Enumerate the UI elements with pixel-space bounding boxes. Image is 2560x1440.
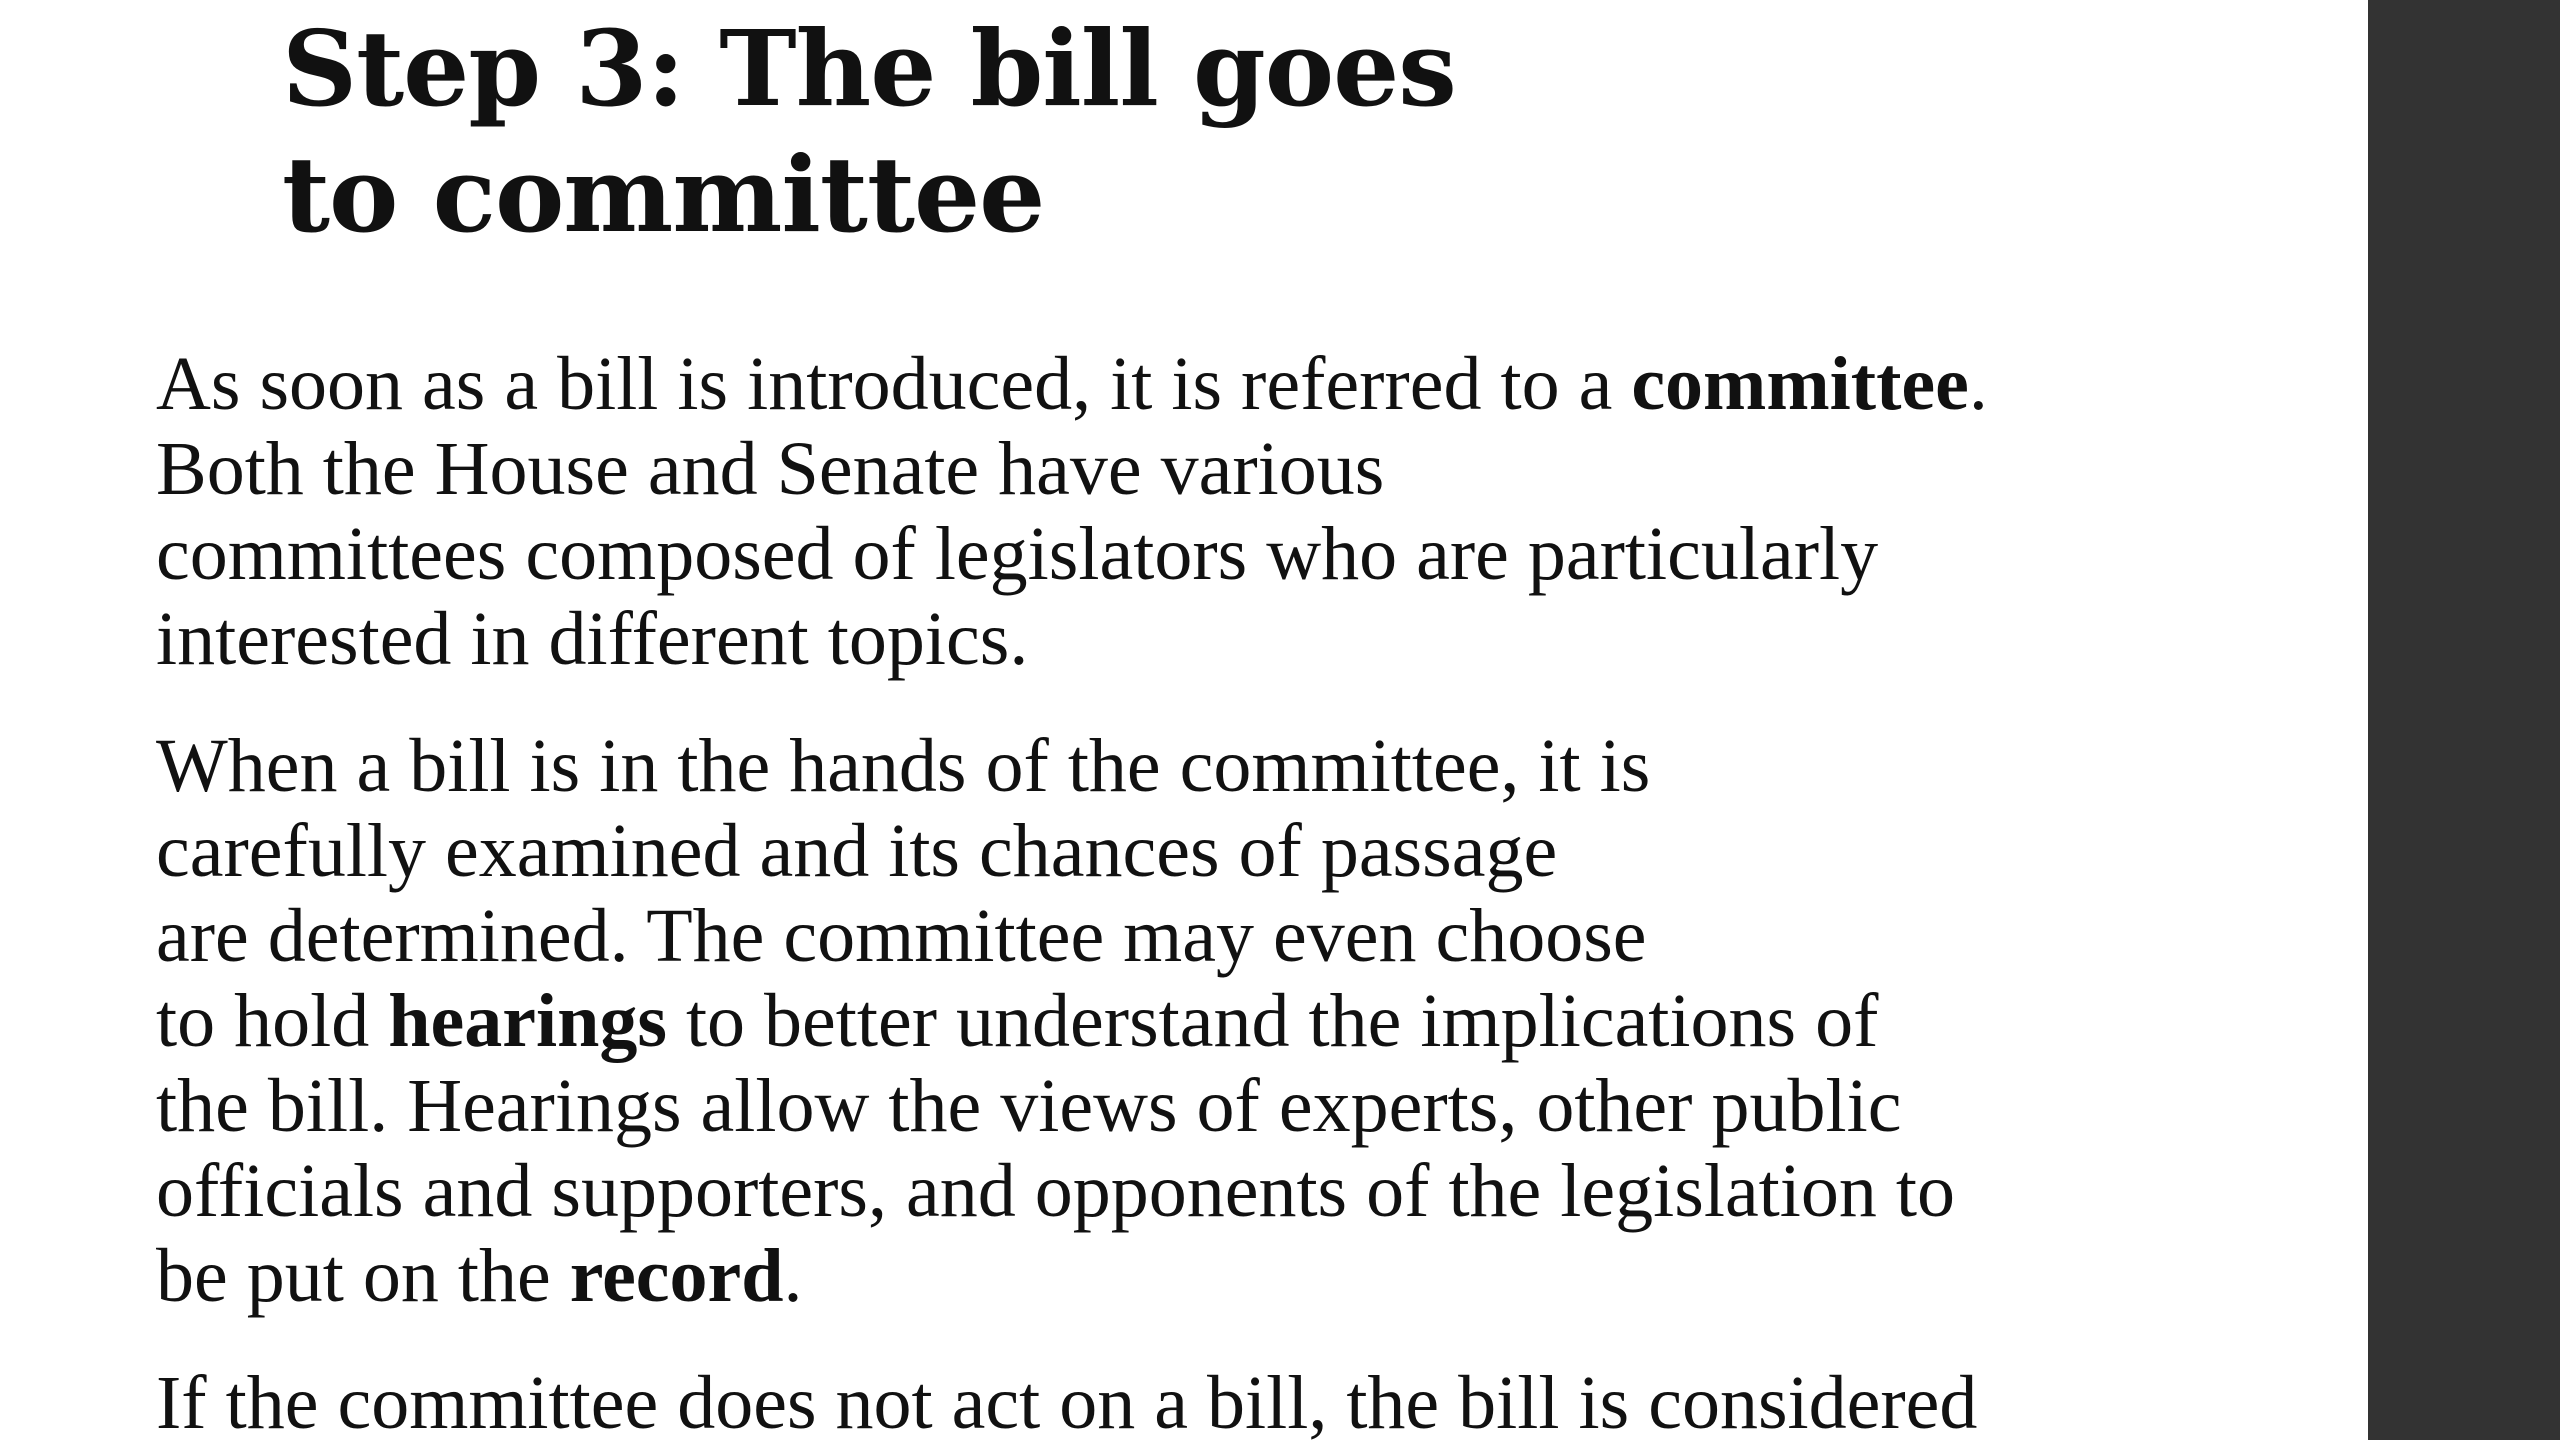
paragraph-3 (156, 1361, 2316, 1440)
side-panel (2368, 0, 2560, 1440)
paragraph-1-line-1-text: As soon as a bill is introduced, it is referred to a (156, 342, 1632, 426)
title-line-1: Step 3: The bill goes (282, 7, 1456, 130)
paragraph-1-line-1 (156, 342, 2316, 427)
paragraph-3-line-1: If the committee does not act on a bill, the bill is considered (156, 1361, 1978, 1440)
paragraph-1-line-2: Both the House and Senate have various (156, 427, 1385, 511)
title-line-2: to committee (282, 133, 1045, 256)
term-hearings: hearings (388, 979, 667, 1063)
paragraph-2-line-4 (156, 979, 2316, 1064)
paragraph-1-line-4: interested in different topics. (156, 597, 1029, 681)
paragraph-1-line-3: committees composed of legislators who are particularly (156, 512, 1879, 596)
paragraph-1-line-1-end: . (1968, 342, 1988, 426)
paragraph-2-line-7-end: . (783, 1234, 803, 1318)
term-committee: committee (1631, 342, 1969, 426)
paragraph-2-line-6: officials and supporters, and opponents of the legislation to (156, 1149, 1956, 1233)
paragraph-2-line-4-end: to better understand the implications of (666, 979, 1879, 1063)
paragraph-2-line-3: are determined. The committee may even choose (156, 894, 1647, 978)
term-record: record (569, 1234, 784, 1318)
paragraph-2-line-2: carefully examined and its chances of passage (156, 809, 1558, 893)
paragraph-1 (156, 342, 2316, 682)
paragraph-2-line-1: When a bill is in the hands of the committee, it is (156, 724, 1651, 808)
page-title (282, 6, 1456, 258)
paragraph-2 (156, 724, 2316, 1319)
document-body (156, 342, 2316, 1440)
paragraph-2-line-7 (156, 1234, 2316, 1319)
paragraph-2-line-4-start: to hold (156, 979, 389, 1063)
paragraph-2-line-5: the bill. Hearings allow the views of experts, other public (156, 1064, 1902, 1148)
paragraph-2-line-7-start: be put on the (156, 1234, 570, 1318)
